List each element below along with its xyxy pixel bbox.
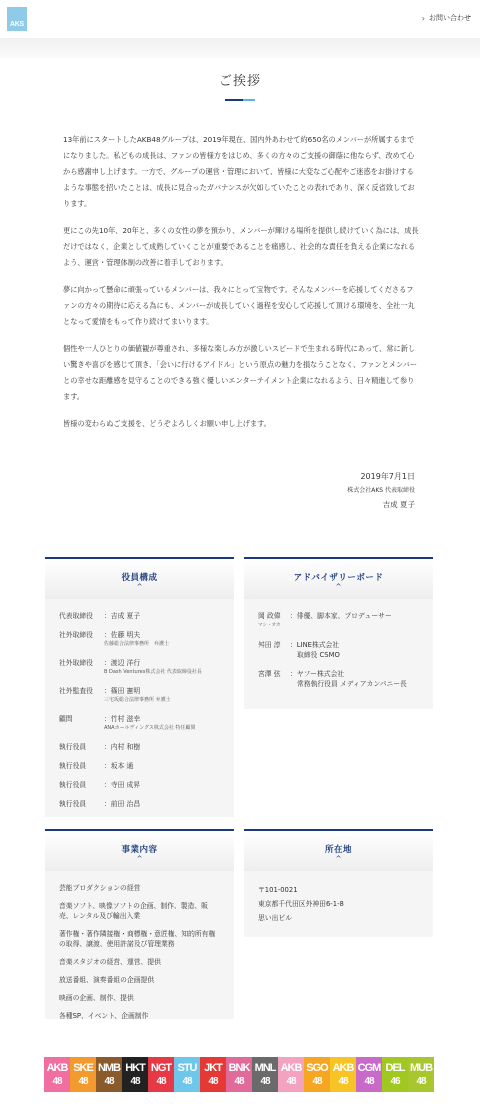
officer-row	[59, 780, 220, 790]
group-logo-nmb[interactable]	[96, 1057, 122, 1092]
advisor-name-cell	[258, 611, 290, 631]
group-logo-stu[interactable]	[174, 1057, 200, 1092]
chevron-up-icon: ^	[335, 583, 342, 591]
advisor-desc: ：俳優、脚本家、プロデューサー	[290, 612, 392, 620]
group-number: 46	[390, 1075, 400, 1087]
advisor-desc-cell	[290, 640, 419, 660]
advisory-list	[244, 599, 433, 710]
advisor-name: 岡 政偉	[258, 612, 281, 620]
officers-header[interactable]	[45, 559, 234, 599]
officer-row	[59, 611, 220, 621]
group-logo-strip	[44, 1057, 434, 1092]
officer-name-cell	[104, 761, 220, 771]
officer-role: 社外取締役	[59, 631, 93, 639]
chevron-up-icon: ^	[136, 583, 143, 591]
signature-date: 2019年7月1日	[360, 472, 415, 481]
group-name: BNK	[228, 1061, 250, 1074]
officer-name-cell	[104, 658, 220, 677]
business-heading: 事業内容	[121, 845, 158, 855]
advisor-desc: ：LINE株式会社	[290, 641, 340, 649]
aks-logo[interactable]: AKS	[7, 7, 27, 31]
officer-row	[59, 686, 220, 705]
group-number: 48	[260, 1075, 270, 1087]
group-name: DEL	[385, 1061, 405, 1074]
officer-name: ：寺田 成昇	[104, 781, 141, 789]
group-name: MNL	[254, 1061, 276, 1074]
officer-name-cell	[104, 630, 220, 649]
title-underline	[225, 99, 255, 101]
top-bar	[0, 0, 480, 38]
location-box	[244, 829, 433, 937]
officer-name-cell	[104, 780, 220, 790]
group-number: 48	[130, 1075, 140, 1087]
advisor-kana: マシ・オカ	[258, 623, 281, 628]
officer-role: 社外取締役	[59, 659, 93, 667]
chevron-up-icon: ^	[335, 855, 342, 863]
advisor-row	[258, 611, 419, 631]
officer-name: ：竹村 滋幸	[104, 715, 141, 723]
officer-role: 執行役員	[59, 800, 87, 808]
location-heading: 所在地	[324, 845, 352, 855]
officer-affiliation: 佐藤総合法律事務所 弁護士	[104, 641, 170, 647]
business-item: 放送番組、演奏番組の企画提供	[59, 976, 155, 984]
signature-company: 株式会社AKS 代表取締役	[347, 487, 415, 494]
header-band	[0, 38, 480, 58]
location-line: 思い出ビル	[258, 914, 292, 922]
group-name: STU	[177, 1061, 197, 1074]
officers-list	[45, 599, 234, 830]
group-logo-cgm[interactable]	[356, 1057, 382, 1092]
officer-affiliation: B Dash Ventures株式会社 代表取締役社長	[104, 669, 202, 675]
advisor-desc-cell	[290, 611, 419, 631]
group-logo-del[interactable]	[382, 1057, 408, 1092]
officer-name-cell	[104, 714, 220, 733]
group-number: 48	[104, 1075, 114, 1087]
group-number: 48	[312, 1075, 322, 1087]
officer-row	[59, 658, 220, 677]
advisor-name: 宮澤 弦	[258, 670, 281, 678]
group-logo-akb[interactable]	[278, 1057, 304, 1092]
advisor-row	[258, 640, 419, 660]
officer-name: ：渡辺 洋行	[104, 659, 141, 667]
greeting-paragraph: 皆様の変わらぬご支援を、どうぞよろしくお願い申し上げます。	[63, 419, 271, 428]
chevron-up-icon: ^	[136, 855, 143, 863]
signature	[347, 470, 415, 512]
officer-role: 顧問	[59, 715, 73, 723]
officer-name: ：篠田 憲明	[104, 687, 141, 695]
officer-name-cell	[104, 686, 220, 705]
group-number: 48	[78, 1075, 88, 1087]
officer-role: 代表取締役	[59, 612, 93, 620]
group-logo-ngt[interactable]	[148, 1057, 174, 1092]
greeting-paragraph: 更にこの先10年、20年と、多くの女性の夢を預かり、メンバーが輝ける場所を提供し続けていく為には、成長だけではなく、企業として成熟していくことが重要であることを痛感し、社会的な責任を負える企業になれるよう、運営・管理体制の改善に着手しております。	[63, 226, 419, 267]
group-logo-akb[interactable]	[44, 1057, 70, 1092]
business-item: 映画の企画、制作、提供	[59, 994, 134, 1002]
location-lines	[244, 871, 433, 937]
officer-row	[59, 799, 220, 809]
officer-affiliation: 三宅坂総合法律事務所 弁護士	[104, 697, 171, 703]
officer-name-cell	[104, 742, 220, 752]
group-logo-bnk[interactable]	[226, 1057, 252, 1092]
greeting-paragraph: 個性や一人ひとりの価値観が尊重され、多様な楽しみ方が激しいスピードで生まれる時代にあって、常に新しい驚きや喜びを感じて頂き、「会いに行けるアイドル」という原点の魅力を損なうことなく、ファンとメンバーとの幸せな距離感を見守ることのできる強く優しいエンターテイメント企業になれるよう、日々精進して参ります。	[63, 344, 418, 401]
group-number: 48	[234, 1075, 244, 1087]
officer-name-cell	[104, 799, 220, 809]
group-logo-hkt[interactable]	[122, 1057, 148, 1092]
officer-name: ：佐藤 明夫	[104, 631, 141, 639]
group-name: MUB	[409, 1061, 433, 1074]
advisor-desc: ：ヤフー株式会社	[290, 670, 345, 678]
officer-name: ：前田 治昌	[104, 800, 141, 808]
advisor-row	[258, 669, 419, 689]
group-number: 48	[364, 1075, 374, 1087]
officer-row	[59, 630, 220, 649]
greeting-paragraph: 夢に向かって懸命に頑張っているメンバーは、我々にとって宝物です。そんなメンバーを応援してくださるファンの方々の期待に応える為にも、メンバーが成長していく過程を安心して応援して頂ける環境を、全社一丸となって愛情をもって作り続けてまいります。	[63, 285, 415, 326]
group-logo-ske[interactable]	[70, 1057, 96, 1092]
business-list	[45, 871, 234, 1041]
officer-affiliation: ANAホールディングス株式会社 特任顧問	[104, 725, 196, 731]
advisor-desc-2: 取締役 CSMO	[297, 651, 340, 659]
business-item: 芸能プロダクションの経営	[59, 884, 141, 892]
advisory-box	[244, 557, 433, 709]
greeting-text	[63, 132, 419, 443]
officer-name-cell	[104, 611, 220, 621]
advisor-name-cell	[258, 669, 290, 689]
officer-role: 社外監査役	[59, 687, 93, 695]
advisory-header[interactable]	[244, 559, 433, 599]
group-number: 48	[182, 1075, 192, 1087]
group-number: 48	[208, 1075, 218, 1087]
group-number: 48	[52, 1075, 62, 1087]
group-name: AKB	[46, 1061, 68, 1074]
business-item: 各種SP、イベント、企画制作	[59, 1012, 149, 1020]
group-logo-sgo[interactable]	[304, 1057, 330, 1092]
business-item: 音楽スタジオの経営、運営、提供	[59, 958, 161, 966]
location-header[interactable]	[244, 831, 433, 871]
group-name: SKE	[73, 1061, 93, 1074]
officer-row	[59, 714, 220, 733]
advisor-name-cell	[258, 640, 290, 660]
group-logo-jkt[interactable]	[200, 1057, 226, 1092]
page-title: ご挨拶	[218, 74, 261, 89]
location-line: 東京都千代田区外神田6-1-8	[258, 900, 344, 908]
officer-role: 執行役員	[59, 762, 87, 770]
group-name: SGO	[306, 1061, 328, 1074]
contact-link[interactable]	[422, 13, 471, 23]
group-name: AKB	[280, 1061, 302, 1074]
contact-label: お問い合わせ	[429, 14, 471, 22]
group-number: 48	[416, 1075, 426, 1087]
officers-box	[45, 557, 234, 817]
officer-name: ：吉成 夏子	[104, 612, 141, 620]
advisor-desc-2: 常務執行役員 メディアカンパニー長	[297, 680, 407, 688]
group-logo-akb[interactable]	[330, 1057, 356, 1092]
chevron-right-icon: ›	[421, 13, 425, 23]
location-line: 〒101-0021	[258, 886, 298, 894]
officers-heading: 役員構成	[121, 573, 158, 583]
business-header[interactable]	[45, 831, 234, 871]
officer-row	[59, 761, 220, 771]
officer-row	[59, 742, 220, 752]
group-name: HKT	[125, 1061, 145, 1074]
officer-name: ：坂本 通	[104, 762, 134, 770]
advisory-heading: アドバイザリーボード	[293, 573, 384, 583]
officer-role: 執行役員	[59, 743, 87, 751]
group-name: CGM	[357, 1061, 381, 1074]
business-box	[45, 829, 234, 1019]
advisor-name: 舛田 淳	[258, 641, 281, 649]
group-logo-mnl[interactable]	[252, 1057, 278, 1092]
group-name: AKB	[332, 1061, 354, 1074]
greeting-paragraph: 13年前にスタートしたAKB48グループは、2019年現在、国内外あわせて約650名のメンバーが所属するまでになりました。私どもの成長は、ファンの皆様方をはじめ、多くの方々のご支援の御蔭に他ならず、改めて心から感謝申し上げます。一方で、グループの運営・管理において、皆様に大変なご心配やご迷惑をお掛けするような事態を招いたことは、成長に見合ったガバナンスが欠如していたことの表れであり、深く反省致しております。	[63, 135, 415, 208]
signature-name: 吉成 夏子	[382, 500, 415, 509]
business-item: 著作権・著作隣接権・商標権・意匠権、知的所有権の取得、譲渡、使用許諾及び管理業務	[59, 930, 216, 948]
group-logo-mub[interactable]	[408, 1057, 434, 1092]
advisor-desc-cell	[290, 669, 419, 689]
group-number: 48	[156, 1075, 166, 1087]
group-name: NGT	[150, 1061, 172, 1074]
officer-role: 執行役員	[59, 781, 87, 789]
business-item: 音楽ソフト、映像ソフトの企画、制作、製造、販売、レンタル及び輸出入業	[59, 902, 208, 920]
group-number: 48	[286, 1075, 296, 1087]
group-name: NMB	[97, 1061, 121, 1074]
officer-name: ：内村 和樹	[104, 743, 141, 751]
group-number: 48	[338, 1075, 348, 1087]
group-name: JKT	[204, 1061, 222, 1074]
